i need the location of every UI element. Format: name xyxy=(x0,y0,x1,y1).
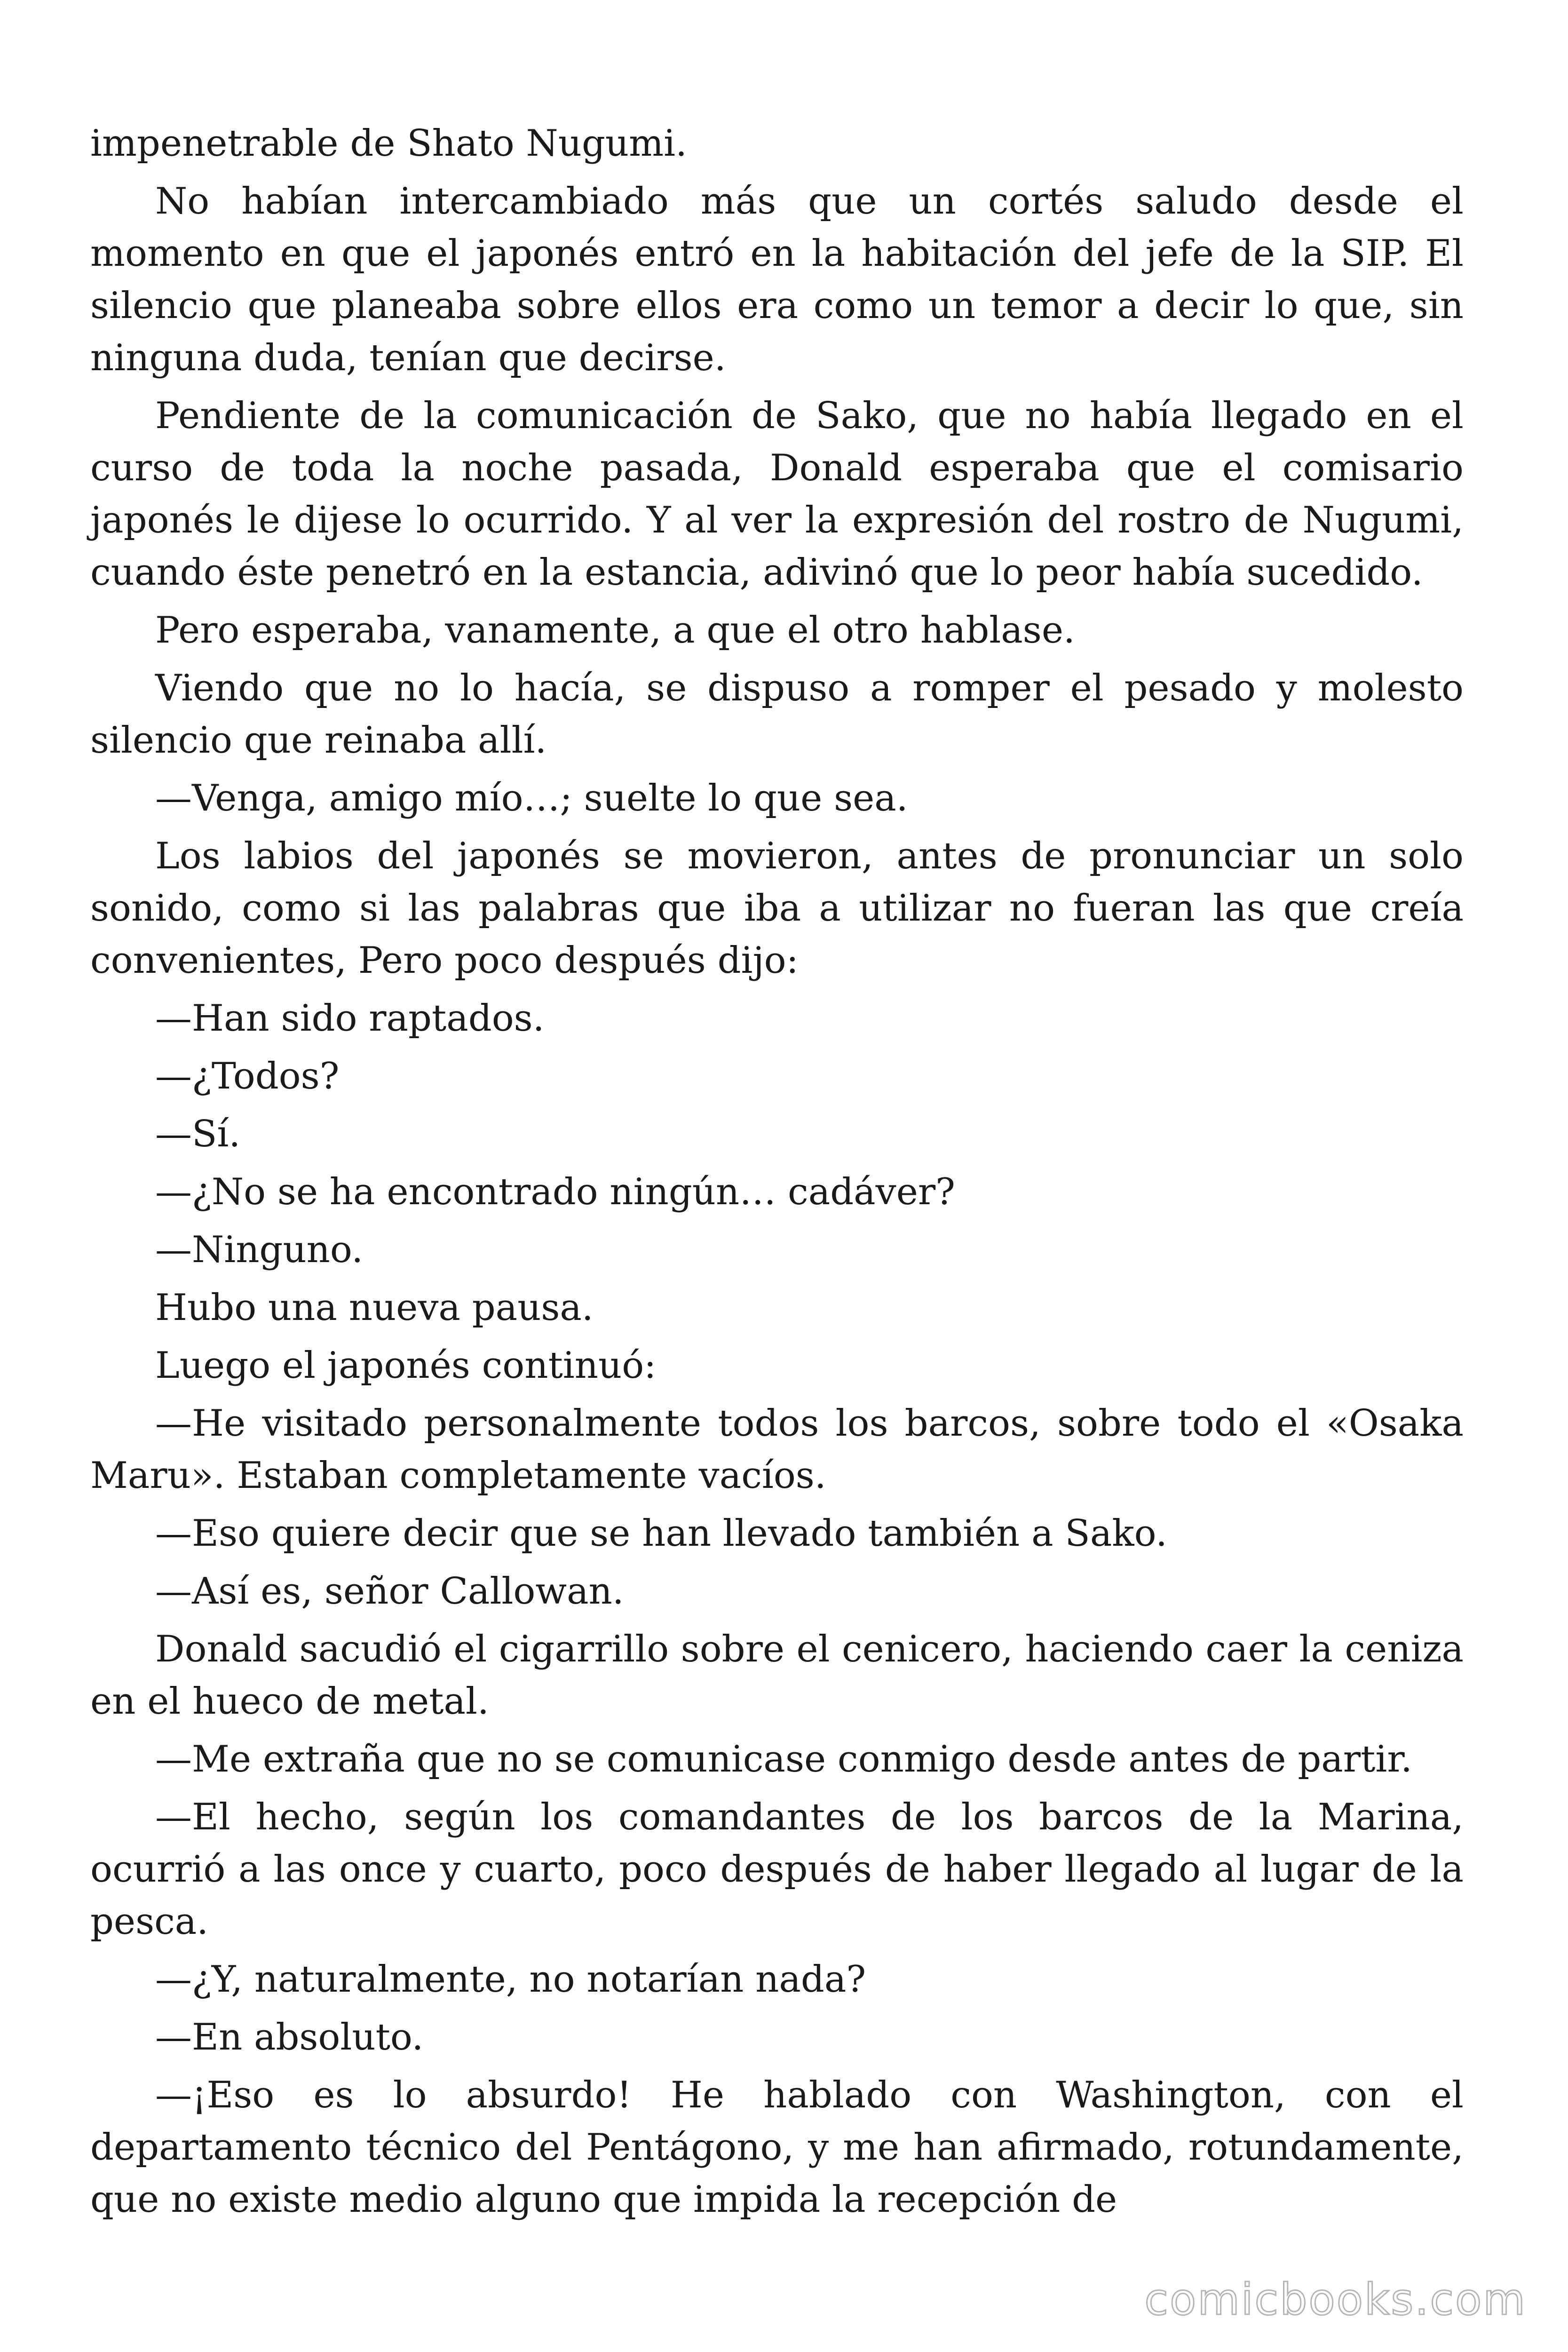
paragraph: —¿No se ha encontrado ningún… cadáver? xyxy=(155,1171,955,1213)
paragraph: Donald sacudió el cigarrillo sobre el cenicero, haciendo caer la ceniza en el hueco de metal. xyxy=(90,1628,1464,1723)
paragraph: —He visitado personalmente todos los barcos, sobre todo el «Osaka Maru». Estaban completamente vacíos. xyxy=(90,1402,1464,1497)
paragraph: Los labios del japonés se movieron, antes de pronunciar un solo sonido, como si las palabras que iba a utilizar no fueran las que creía convenientes, Pero poco después dijo: xyxy=(90,835,1464,982)
paragraph: —En absoluto. xyxy=(155,2016,424,2058)
book-page-text xyxy=(90,118,1464,2232)
paragraph: —¿Todos? xyxy=(155,1055,340,1097)
paragraph: —El hecho, según los comandantes de los barcos de la Marina, ocurrió a las once y cuarto, poco después de haber llegado al lugar de la pesca. xyxy=(90,1796,1464,1943)
paragraph: Pendiente de la comunicación de Sako, que no había llegado en el curso de toda la noche pasada, Donald esperaba que el comisario japonés le dijese lo ocurrido. Y al ver la expresión del rostro de Nugumi, cuando éste penetró en la estancia, adivinó que lo peor había sucedido. xyxy=(90,395,1464,594)
paragraph: Viendo que no lo hacía, se dispuso a romper el pesado y molesto silencio que reinaba allí. xyxy=(90,667,1464,762)
paragraph: —Me extraña que no se comunicase conmigo desde antes de partir. xyxy=(155,1738,1412,1780)
paragraph: No habían intercambiado más que un cortés saludo desde el momento en que el japonés entró en la habitación del jefe de la SIP. El silencio que planeaba sobre ellos era como un temor a decir lo que, sin ninguna duda, tenían que decirse. xyxy=(90,180,1464,379)
watermark: comicbooks.com xyxy=(1144,2274,1527,2325)
paragraph: Hubo una nueva pausa. xyxy=(155,1287,594,1329)
paragraph: —¡Eso es lo absurdo! He hablado con Washington, con el departamento técnico del Pentágono, y me han afirmado, rotundamente, que no existe medio alguno que impida la recepción de xyxy=(90,2074,1464,2221)
paragraph: —Ninguno. xyxy=(155,1229,364,1271)
paragraph: —Sí. xyxy=(155,1113,241,1155)
paragraph: —¿Y, naturalmente, no notarían nada? xyxy=(155,1958,866,2001)
paragraph: impenetrable de Shato Nugumi. xyxy=(90,122,687,165)
paragraph: —Eso quiere decir que se han llevado también a Sako. xyxy=(155,1512,1167,1555)
paragraph: Pero esperaba, vanamente, a que el otro hablase. xyxy=(155,609,1075,652)
paragraph: —Venga, amigo mío…; suelte lo que sea. xyxy=(155,777,908,819)
paragraph: Luego el japonés continuó: xyxy=(155,1344,657,1387)
paragraph: —Así es, señor Callowan. xyxy=(155,1570,624,1613)
paragraph: —Han sido raptados. xyxy=(155,997,545,1040)
